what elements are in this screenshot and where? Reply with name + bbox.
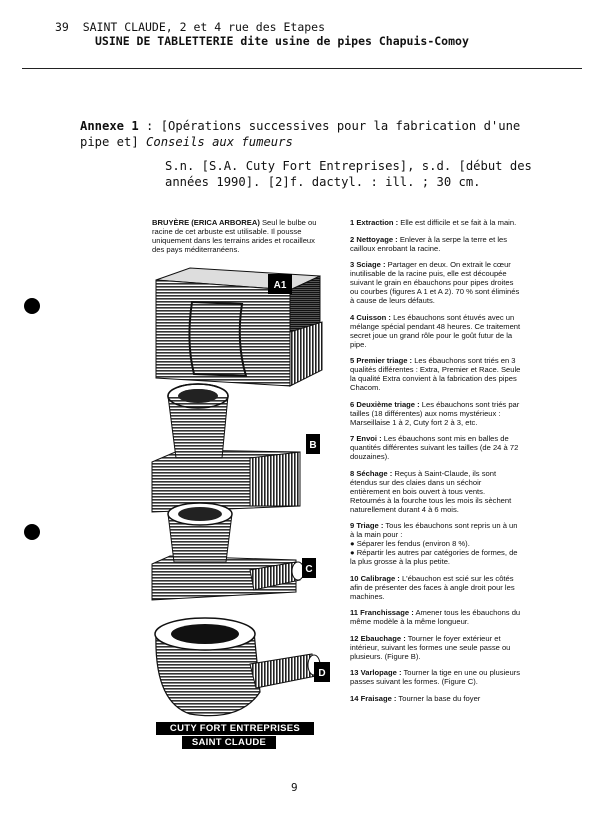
header-title: USINE DE TABLETTERIE dite usine de pipes Chapuis-Comoy	[95, 34, 469, 48]
bruyere-title: BRUYÈRE (ERICA ARBOREA)	[152, 218, 260, 227]
figure-a1-block	[156, 268, 322, 386]
step-text: Nettoyage :	[356, 234, 398, 244]
figure-c-label: C	[305, 564, 313, 575]
step-text: Envoi :	[356, 434, 382, 443]
bruyere-caption	[152, 218, 328, 254]
step-item	[350, 634, 522, 661]
step-item	[350, 694, 522, 703]
bullet-icon: ●	[350, 548, 357, 557]
punch-hole-bottom	[24, 524, 40, 540]
bruyere-text: Seul le bulbe ou racine de cet arbuste est utilisable. Il pousse uniquement dans les terrains arides et rocailleux des pays méditerranéens.	[152, 218, 317, 254]
step-item	[350, 574, 522, 601]
step-text: Extraction :	[356, 218, 399, 227]
step-text: Ebauchage :	[360, 633, 406, 643]
step-text: Varlopage :	[360, 668, 402, 677]
step-text: 3	[350, 260, 355, 269]
step-text: 7	[350, 434, 355, 443]
step-text: Premier triage :	[356, 356, 413, 365]
step-text: Répartir les autres par catégories de formes, de la plus grosse à la plus petite.	[350, 548, 518, 566]
annexe-heading	[80, 118, 550, 150]
figure-a1-label: A1	[273, 280, 287, 291]
step-text: 1	[350, 218, 355, 227]
step-text: Les ébauchons sont étuvés avec un mélange spécial pendant 48 heures. Ce traitement secret joue un grand rôle pour le goût futur de la pipe.	[350, 312, 521, 349]
step-text: 13	[350, 668, 359, 677]
step-text: Fraisage :	[360, 693, 397, 703]
step-text: Triage :	[356, 521, 384, 530]
header-location: 39 SAINT CLAUDE, 2 et 4 rue des Etapes	[55, 20, 326, 34]
header-rule	[22, 68, 582, 69]
step-text: Séchage :	[356, 468, 393, 478]
step-text: 6	[350, 399, 355, 409]
step-text: Séparer les fendus (environ 8 %).	[356, 539, 470, 548]
step-text: Tourner la tige en une ou plusieurs passes suivant les formes. (Figure C).	[350, 668, 521, 686]
step-text: Cuisson :	[356, 312, 391, 322]
figure-b-label: B	[309, 440, 317, 451]
step-item	[350, 521, 522, 566]
step-text: Enlever à la serpe la terre et les cailloux enrobant la racine.	[350, 234, 508, 253]
step-text: 4	[350, 312, 355, 322]
step-text: Sciage :	[356, 260, 386, 269]
step-text: Tous les ébauchons sont repris un à un à la main pour :	[350, 521, 518, 539]
step-text: Deuxième triage :	[356, 399, 420, 409]
step-text: L'ébauchon est scié sur les côtés afin de présenter des faces à angle droit pour les machines.	[350, 573, 515, 601]
step-text: 8	[350, 468, 355, 478]
step-text: Calibrage :	[360, 573, 400, 583]
step-item	[350, 668, 522, 686]
step-text: Franchissage :	[360, 608, 414, 617]
pipe-fabrication-illustration	[150, 262, 345, 724]
annexe-separator: :	[138, 119, 161, 133]
step-text: 10	[350, 573, 359, 583]
bibliographic-reference: S.n. [S.A. Cuty Fort Entreprises], s.d. [début des années 1990]. [2]f. dactyl. : ill. ; 30 cm.	[165, 159, 532, 189]
step-text: Les ébauchons sont triés en 3 qualités différentes : Extra, Premier et Race. Seule la qualité Extra convient à la fabrication des pipes Chacom.	[350, 356, 521, 392]
fabrication-steps	[350, 218, 522, 710]
step-text: 9	[350, 521, 355, 530]
figure-d-label: D	[318, 668, 326, 679]
annexe-title-italic: Conseils aux fumeurs	[146, 135, 293, 149]
step-text: Reçus à Saint-Claude, ils sont étendus sur des claies dans un séchoir entièrement en bois ouvert à tous vents. Retournés à la fourche tous les mois ils sèchent naturellement durant 4 à 6 mois.	[350, 468, 512, 514]
step-text: Les ébauchons sont triés par tailles (18 différentes) aux noms mystérieux : Marseillaise 1 à 2, Cuty fort 2 à 3, etc.	[350, 399, 520, 427]
step-item	[350, 608, 522, 626]
logo-company-name: CUTY FORT ENTREPRISES	[156, 722, 314, 735]
annexe-title: [Opérations successives pour la fabrication d'une pipe et]	[80, 119, 521, 149]
annexe-label: Annexe 1	[80, 119, 139, 133]
step-item	[350, 434, 522, 461]
step-item	[350, 356, 522, 392]
step-text: Tourner le foyer extérieur et intérieur, suivant les formes une seule passe ou plusieurs. (Figure B).	[350, 633, 511, 661]
step-text: Tourner la base du foyer	[396, 693, 481, 703]
punch-hole-top	[24, 298, 40, 314]
step-text: 5	[350, 356, 355, 365]
step-text: 14	[350, 693, 359, 703]
figure-c-ebauchon	[152, 503, 304, 600]
step-text: Partager en deux. On extrait le cœur inutilisable de la racine puis, elle est découpée suivant le grain en ébauchons pour pipes droites ou courbes (figures A 1 et A 2). 70 % sont éliminés à cause de leurs défauts.	[350, 260, 520, 305]
step-item	[350, 218, 522, 227]
step-item	[350, 469, 522, 514]
step-text: 11	[350, 608, 359, 617]
bullet-icon: ●	[350, 539, 357, 548]
figure-b-ebauchon	[152, 384, 300, 512]
step-text: 12	[350, 633, 359, 643]
step-text: 2	[350, 234, 355, 244]
step-item	[350, 260, 522, 305]
page-number: 9	[291, 781, 298, 794]
step-text: Elle est difficile et se fait à la main.	[398, 218, 517, 227]
figure-d-pipe	[155, 618, 320, 716]
step-item	[350, 400, 522, 427]
step-item	[350, 235, 522, 253]
step-item	[350, 313, 522, 349]
step-text: Amener tous les ébauchons du même modèle à la même longueur.	[350, 608, 521, 626]
step-text: Les ébauchons sont mis en balles de quantités différentes suivant les tailles (de 24 à 72 douzaines).	[350, 434, 519, 461]
logo-city: SAINT CLAUDE	[182, 736, 276, 749]
